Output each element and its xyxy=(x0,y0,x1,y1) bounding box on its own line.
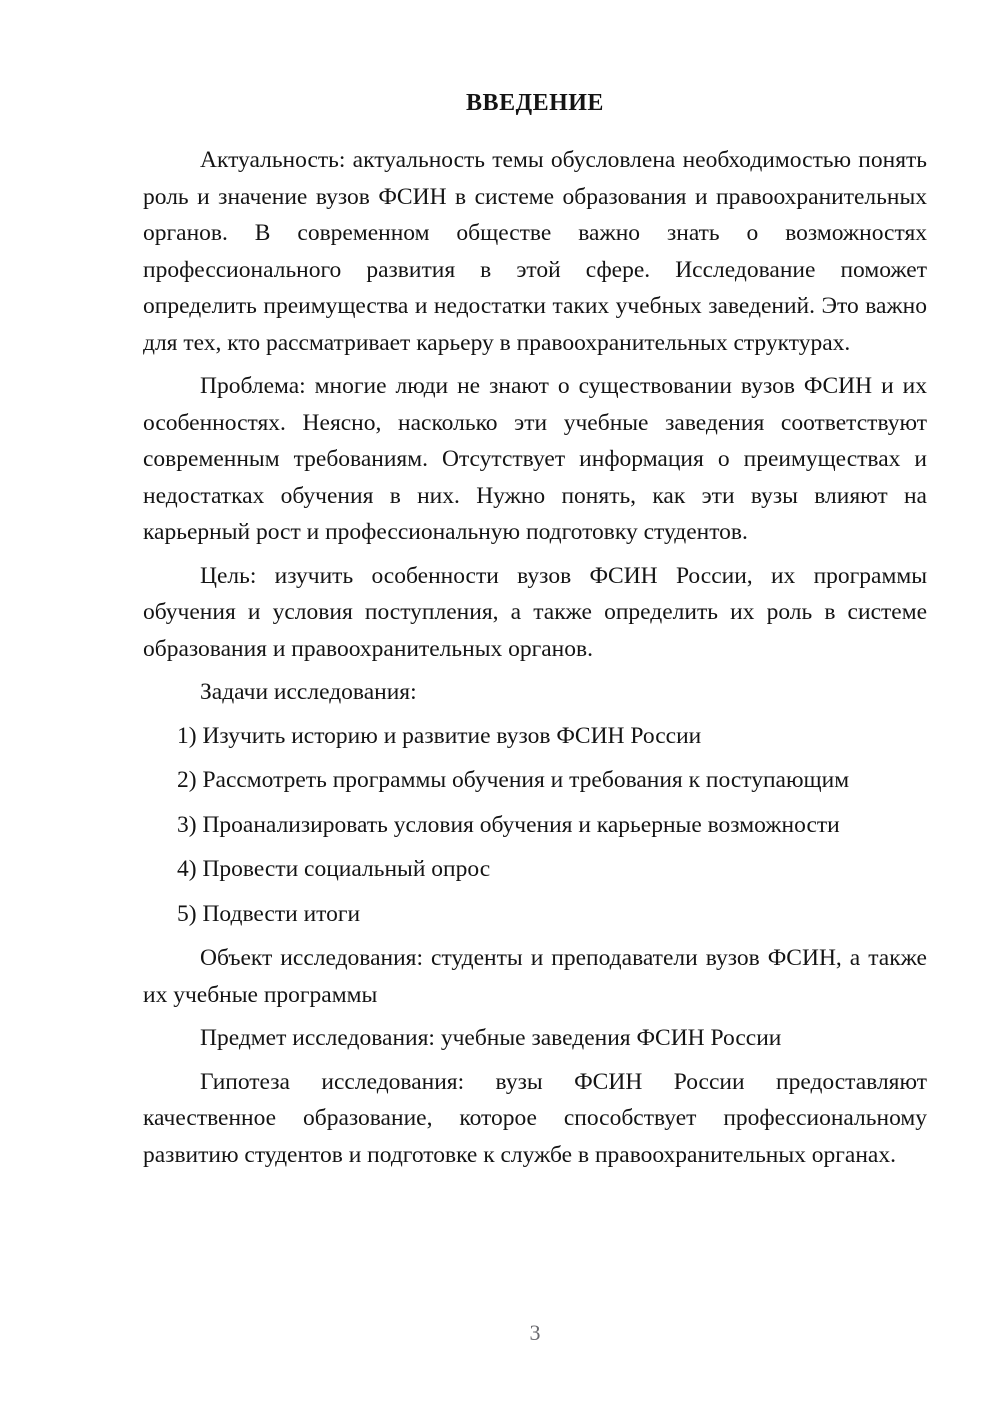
task-item-3: 3) Проанализировать условия обучения и карьерные возможности xyxy=(177,811,840,838)
task-item-2: 2) Рассмотреть программы обучения и требования к поступающим xyxy=(177,767,850,793)
page-title: ВВЕДЕНИЕ xyxy=(466,90,604,116)
document-content xyxy=(143,88,927,1180)
paragraph-hypothesis: Гипотеза исследования: вузы ФСИН России предоставляют качественное образование, которое способствует профессиональному развитию студентов и подготовке к службе в правоохранительных органах. xyxy=(143,1068,927,1168)
paragraph-goal: Цель: изучить особенности вузов ФСИН России, их программы обучения и условия поступления, а также определить их роль в системе образования и правоохранительных органов. xyxy=(143,562,927,662)
task-item-5: 5) Подвести итоги xyxy=(177,900,361,927)
tasks-heading: Задачи исследования: xyxy=(200,679,417,705)
page-number: 3 xyxy=(529,1320,541,1345)
paragraph-object: Объект исследования: студенты и преподаватели вузов ФСИН, а также их учебные программы xyxy=(143,945,927,1008)
paragraph-actuality: Актуальность: актуальность темы обусловлена необходимостью понять роль и значение вузов ФСИН в системе образования и правоохранительных органов. В современном обществе важно знать о возможностях профессионального развития в этой сфере. Исследование поможет определить преимущества и недостатки таких учебных заведений. Это важно для тех, кто рассматривает карьеру в правоохранительных структурах. xyxy=(143,147,927,356)
paragraph-problem: Проблема: многие люди не знают о существовании вузов ФСИН и их особенностях. Неясно, насколько эти учебные заведения соответствуют современным требованиям. Отсутствует информация о преимуществах и недостатках обучения в них. Нужно понять, как эти вузы влияют на карьерный рост и профессиональную подготовку студентов. xyxy=(143,373,927,545)
task-item-4: 4) Провести социальный опрос xyxy=(177,856,491,882)
paragraph-subject: Предмет исследования: учебные заведения ФСИН России xyxy=(200,1025,782,1051)
task-item-1: 1) Изучить историю и развитие вузов ФСИН России xyxy=(177,722,702,749)
